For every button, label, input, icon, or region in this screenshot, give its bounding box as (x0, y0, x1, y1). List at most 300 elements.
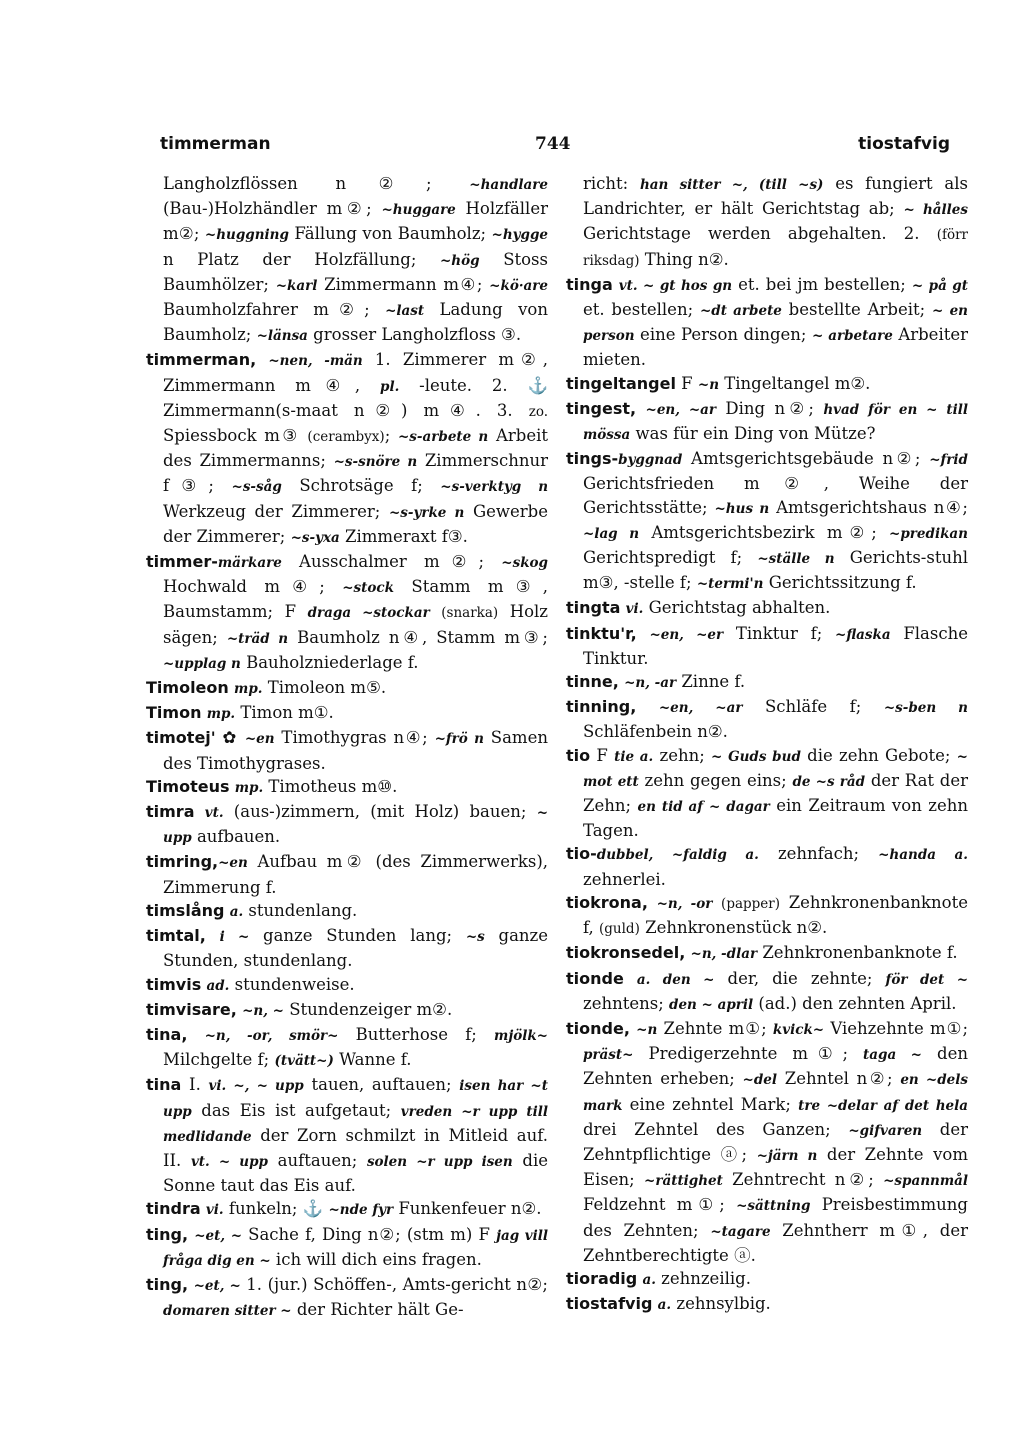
definition-text: Thing n②. (639, 249, 729, 269)
definition-text: tauen, auftauen; (303, 1075, 460, 1095)
dictionary-entry (566, 1292, 968, 1317)
definition-text: F (675, 373, 698, 393)
dictionary-entry (566, 273, 968, 372)
headword: tingest, (566, 398, 637, 418)
swedish-phrase: ~predikan (889, 525, 968, 542)
swedish-phrase: mp. (206, 706, 236, 723)
definition-text: zehn gegen eins; (638, 770, 793, 790)
headword: tingta (566, 598, 621, 618)
swedish-phrase: ~frö n (434, 731, 484, 748)
swedish-phrase: ~ mot ett (583, 748, 968, 790)
dictionary-entry (566, 695, 968, 743)
dictionary-entry (566, 1017, 968, 1267)
definition-text: ; (384, 426, 398, 446)
dictionary-entry (566, 941, 968, 966)
swedish-phrase: ~et, ~ (193, 1277, 241, 1294)
definition-text: richt: (583, 174, 640, 193)
swedish-phrase: draga ~stockar (307, 605, 430, 622)
definition-text: was für ein Ding von Mütze? (630, 424, 876, 444)
dictionary-entry (146, 550, 548, 676)
headword: ting, (146, 1224, 189, 1244)
definition-text: auftauen; (268, 1150, 367, 1170)
definition-text: Gerichtstag abhalten. (643, 598, 831, 618)
swedish-phrase: ~dt arbete (699, 303, 782, 320)
page-number: 744 (535, 134, 571, 154)
usage-note: (snarka) (441, 605, 499, 622)
definition-text: Gerichtspredigt f; (583, 548, 758, 568)
definition-text: F (590, 745, 615, 765)
definition-text: Holz sägen; (163, 602, 548, 647)
swedish-phrase: ~s-yxa (290, 529, 340, 546)
swedish-phrase: för det ~ (885, 971, 969, 988)
swedish-phrase: ~del (742, 1072, 777, 1089)
definition-text: Schläfe f; (742, 697, 884, 717)
swedish-phrase: ~ en person (583, 303, 968, 345)
swedish-phrase: den ~ april (669, 996, 754, 1013)
definition-text: Timothygras n④; (274, 728, 435, 748)
headword: tio- (566, 844, 597, 864)
definition-text: Funkenfeuer n②. (393, 1199, 542, 1219)
definition-text: der Zorn schmilzt in Mitleid auf. II. (163, 1125, 548, 1170)
headword: timmer- (146, 552, 218, 572)
swedish-phrase: a. (229, 903, 244, 920)
swedish-phrase: ~ arbetare (811, 328, 893, 345)
definition-text: zehnsylbig. (671, 1294, 771, 1314)
swedish-phrase: jag vill fråga dig en ~ (163, 1227, 548, 1269)
swedish-phrase: ~n, ~ (242, 1002, 284, 1019)
swedish-phrase: ~last (385, 303, 425, 320)
swedish-phrase: ~s-snöre n (333, 454, 418, 471)
swedish-phrase: ~ upp (163, 805, 549, 847)
headword: tionde, (566, 1018, 630, 1038)
headword: tinning, (566, 697, 637, 717)
swedish-phrase: tie a. (614, 748, 654, 765)
swedish-phrase: ~en, ~er (649, 626, 724, 643)
definition-text: Preisbestimmung des Zehnten; (583, 1195, 968, 1240)
dictionary-entry (566, 596, 968, 621)
swedish-phrase: ad. (206, 977, 230, 994)
definition-text (256, 350, 268, 369)
headword: timvisare, (146, 999, 237, 1019)
swedish-phrase: kvick~ (772, 1021, 825, 1038)
definition-text: Amtsgerichtsgebäude n②; (682, 449, 930, 469)
swedish-phrase: vt. ~ gt hos gn (618, 277, 733, 294)
swedish-phrase: ~hus n (714, 500, 770, 517)
definition-text: Langholzflössen n②; (163, 174, 470, 193)
definition-text (430, 602, 442, 621)
definition-text: Schrotsäge f; (281, 476, 441, 496)
definition-text: die zehn Gebote; (800, 745, 957, 765)
definition-text: Ding n②; (716, 398, 824, 418)
dictionary-entry (146, 1223, 548, 1273)
swedish-phrase: solen ~r upp isen (366, 1153, 513, 1170)
headword: tioradig (566, 1268, 638, 1288)
swedish-phrase: ~termi'n (696, 576, 764, 593)
swedish-phrase: ~n (697, 376, 720, 393)
definition-text: Tingeltangel m②. (719, 373, 871, 393)
definition-text: bestellte Arbeit; (781, 300, 933, 320)
definition-text: n Platz der Holzfällung; (163, 249, 440, 269)
definition-text: Zimmermann m④; (317, 274, 490, 294)
swedish-phrase: ~n, -ar (624, 675, 677, 692)
swedish-phrase: vreden ~r upp till medlidande (163, 1103, 548, 1145)
definition-text: Baumholz n④, Stamm m③; (288, 627, 548, 647)
swedish-phrase: ~karl (275, 277, 318, 294)
definition-text: Gerichtsfrieden m②, Weihe der Gerichtsstätte; (583, 474, 968, 517)
dictionary-entry (566, 967, 968, 1017)
swedish-phrase: a. (642, 1271, 656, 1288)
usage-note: (guld) (599, 921, 640, 938)
swedish-phrase: a. den ~ (636, 971, 715, 988)
headword: timslång (146, 900, 225, 920)
definition-text: Zimmeraxt f③. (339, 526, 468, 546)
definition-text: et. bei jm bestellen; (732, 274, 912, 294)
definition-text: Baumholzfahrer m②; (163, 300, 386, 320)
swedish-phrase: vt. ~ upp (190, 1153, 268, 1170)
definition-text: Zimmerschnur f③; (163, 451, 548, 496)
swedish-phrase: ~handlare (469, 177, 548, 193)
entry-continuation (566, 172, 968, 273)
dictionary-entry (566, 891, 968, 941)
swedish-phrase: ~lag n (583, 525, 640, 542)
swedish-phrase: ~gifvaren (848, 1122, 923, 1139)
definition-text: ganze Stunden lang; (249, 926, 466, 946)
dictionary-entry (566, 372, 968, 397)
headword: Timoteus (146, 776, 230, 796)
swedish-phrase: tre ~delar af det hela (798, 1097, 968, 1114)
definition-text: Tinktur f; (723, 623, 836, 643)
swedish-phrase: ~spannmål (883, 1173, 968, 1190)
usage-note: (förr riksdag) (583, 227, 968, 269)
definition-text (636, 697, 659, 716)
swedish-phrase: byggnad (618, 452, 683, 469)
definition-text: Milchgelte f; (163, 1050, 275, 1070)
right-column (566, 172, 968, 1317)
dictionary-entry (146, 850, 548, 898)
definition-text (648, 893, 657, 912)
definition-text: der, die zehnte; (714, 968, 886, 988)
usage-note: zo. (528, 403, 548, 420)
definition-text: Zehnkronenbanknote f, (583, 892, 969, 938)
definition-text: zehnzeilig. (655, 1268, 751, 1288)
definition-text: ein Zeitraum von zehn Tagen. (583, 796, 968, 841)
definition-text: zehn; (653, 745, 712, 765)
definition-text: Zehnte m①; (657, 1018, 773, 1038)
swedish-phrase: ~huggare (381, 202, 456, 219)
dictionary-entry (146, 1023, 548, 1073)
dictionary-entry (146, 924, 548, 972)
dictionary-entry (146, 973, 548, 998)
dictionary-entry (146, 701, 548, 726)
swedish-phrase: ~n (636, 1021, 658, 1038)
swedish-phrase: ~s (465, 929, 485, 946)
swedish-phrase: ~sättning (736, 1198, 811, 1215)
headword: timmerman, (146, 350, 257, 370)
definition-text (206, 926, 220, 945)
definition-text: drei Zehntel des Ganzen; (583, 1119, 849, 1139)
swedish-phrase: ~upplag n (163, 655, 241, 672)
definition-text: der Zehnte vom Eisen; (583, 1144, 969, 1190)
dictionary-entry (566, 744, 968, 843)
headword: tinktu'r, (566, 623, 637, 643)
swedish-phrase: i ~ (219, 929, 250, 946)
definition-text: Predigerzehnte m①; (633, 1044, 864, 1064)
definition-text: Samen des Timothygrases. (163, 728, 548, 773)
swedish-phrase: ~s-yrke n (388, 504, 465, 521)
swedish-phrase: en ~dels mark (583, 1072, 968, 1114)
definition-text (636, 399, 645, 418)
swedish-phrase: taga ~ (863, 1047, 922, 1064)
headword: tiokronsedel, (566, 943, 686, 963)
definition-text: stundenweise. (229, 974, 355, 994)
definition-text: Zehntrecht n②; (722, 1170, 884, 1190)
definition-text: es fungiert als Landrichter, er hält Gerichtstag ab; (583, 174, 969, 219)
swedish-phrase: mp. (234, 779, 264, 796)
definition-text: Timoleon m⑤. (262, 678, 387, 698)
definition-text: eine Person dingen; (634, 325, 812, 345)
definition-text: (aus-)zimmern, (mit Holz) bauen; (223, 802, 537, 822)
definition-text: Arbeiter mieten. (583, 325, 969, 370)
swedish-phrase: en tid af ~ dagar (637, 799, 770, 816)
definition-text: Zinne f. (676, 672, 746, 692)
swedish-phrase: ~en (244, 731, 275, 748)
definition-text: ✿ (215, 728, 245, 748)
definition-text: Gewerbe der Zimmerer; (163, 501, 549, 546)
definition-text: Gerichts-stuhl m③, -stelle f; (583, 548, 968, 593)
usage-note: (cerambyx) (307, 429, 385, 446)
headword: timring, (146, 852, 219, 872)
definition-text: Ladung von Baumholz; (163, 300, 548, 345)
header-guideword-right: tiostafvig (858, 134, 950, 154)
swedish-phrase: ~s-verktyg n (440, 479, 549, 496)
definition-text (712, 893, 721, 912)
definition-text: Ausschalmer m②; (281, 552, 502, 572)
swedish-phrase: (tvätt~) (274, 1053, 334, 1070)
dictionary-entry (146, 726, 548, 774)
swedish-phrase: ~s-arbete n (398, 429, 489, 446)
definition-text: Aufbau m② (des Zimmerwerks), Zimmerung f. (163, 852, 548, 897)
definition-text: zehntens; (583, 993, 670, 1013)
headword: Timoleon (146, 678, 229, 698)
dictionary-entry (566, 1267, 968, 1292)
headword: tingeltangel (566, 373, 676, 393)
swedish-phrase: de ~s råd (792, 773, 866, 790)
swedish-phrase: ~n, -or, smör~ (204, 1027, 339, 1044)
headword: timra (146, 802, 195, 822)
swedish-phrase: isen har ~t upp (163, 1078, 548, 1120)
headword: tinne, (566, 672, 619, 692)
swedish-phrase: vi. (625, 601, 644, 618)
definition-text: aufbauen. (191, 827, 281, 847)
definition-text: -leute. 2. ⚓ Zimmermann(s-maat n②) m④. 3. (163, 375, 548, 420)
swedish-phrase: ~s-ben n (883, 700, 968, 717)
page-header (160, 134, 950, 160)
definition-text: eine zehntel Mark; (622, 1094, 799, 1114)
swedish-phrase: ~skog (501, 555, 548, 572)
swedish-phrase: ~rättighet (644, 1173, 723, 1190)
definition-text: Stamm m③, Baumstamm; F (163, 577, 548, 622)
headword: tio (566, 745, 591, 765)
definition-text: Zehntherr m①, der Zehntberechtigte ⓐ. (583, 1220, 968, 1265)
swedish-phrase: märkare (217, 555, 282, 572)
dictionary-entry (146, 348, 548, 550)
swedish-phrase: mp. (234, 681, 263, 698)
definition-text: zehnfach; (758, 844, 879, 864)
definition-text: der Zehntpflichtige ⓐ; (583, 1119, 968, 1164)
headword: tina (146, 1075, 182, 1095)
definition-text: der Rat der Zehn; (583, 770, 968, 816)
headword: timotej' (146, 728, 216, 748)
dictionary-entry (146, 1197, 548, 1222)
swedish-phrase: han sitter ~, (till ~s) (639, 177, 824, 193)
headword: ting, (146, 1274, 189, 1294)
definition-text: Viehzehnte m①; (824, 1018, 968, 1038)
swedish-phrase: mjölk~ (494, 1027, 548, 1044)
definition-text: Timotheus m⑩. (263, 776, 398, 796)
dictionary-entry (566, 842, 968, 890)
dictionary-entry (146, 1073, 548, 1197)
definition-text (637, 624, 650, 643)
definition-text: (ad.) den zehnten April. (753, 993, 957, 1013)
swedish-phrase: ~kö·are (489, 277, 548, 294)
definition-text: Werkzeug der Zimmerer; (163, 501, 389, 521)
dictionary-entry (566, 670, 968, 695)
swedish-phrase: pl. (380, 378, 400, 395)
definition-text: der Richter hält Ge- (291, 1300, 464, 1320)
swedish-phrase: ~huggning (204, 227, 289, 244)
swedish-phrase: ~ hålles (903, 202, 968, 219)
left-column (146, 172, 548, 1323)
dictionary-entry (146, 800, 548, 850)
swedish-phrase: ~länsa (256, 328, 308, 345)
headword: tina, (146, 1024, 188, 1044)
dictionary-entry (146, 899, 548, 924)
swedish-phrase: ~ Guds bud (711, 748, 801, 765)
swedish-phrase: ~nen, -män (268, 353, 363, 370)
definition-text: Zehnkronenbanknote f. (757, 943, 958, 963)
definition-text: Flasche Tinktur. (583, 623, 968, 668)
swedish-phrase: ~nde fyr (328, 1202, 394, 1219)
swedish-phrase: ~handa a. (878, 847, 968, 864)
definition-text (187, 1025, 204, 1044)
headword: tinga (566, 274, 613, 294)
headword: tiostafvig (566, 1294, 653, 1314)
definition-text: (Bau-)Holzhändler m②; (163, 199, 382, 219)
definition-text: et. bestellen; (583, 300, 700, 320)
definition-text: Bauholzniederlage f. (240, 652, 419, 672)
definition-text: Holzfäller m②; (163, 199, 548, 244)
definition-text: den Zehnten erheben; (583, 1044, 968, 1089)
headword: tings- (566, 449, 619, 469)
definition-text: 1. Zimmerer m②, Zimmermann m④, (163, 350, 548, 395)
swedish-phrase: ~en, ~ar (645, 401, 716, 418)
swedish-phrase: ~en, ~ar (658, 700, 743, 717)
definition-text: Wanne f. (333, 1050, 412, 1070)
headword: Timon (146, 703, 202, 723)
headword: tindra (146, 1199, 201, 1219)
swedish-phrase: hvad för en ~ till mössa (583, 401, 968, 444)
dictionary-entry (146, 1273, 548, 1323)
definition-text: Schläfenbein n②. (583, 722, 728, 742)
definition-text (624, 969, 637, 988)
definition-text (195, 802, 205, 821)
definition-text: Spiessbock m③ (163, 426, 308, 446)
dictionary-entry (566, 397, 968, 447)
definition-text: Amtsgerichtshaus n④; (769, 497, 968, 517)
dictionary-entry (146, 998, 548, 1023)
swedish-phrase: ~s-såg (231, 479, 282, 496)
definition-text: Amtsgerichtsbezirk m②; (639, 522, 890, 542)
headword: timtal, (146, 926, 206, 946)
dictionary-entry (146, 775, 548, 800)
dictionary-entry (566, 622, 968, 670)
swedish-phrase: vi. ~, ~ upp (208, 1078, 304, 1095)
definition-text: Gerichtstage werden abgehalten. 2. (583, 224, 937, 244)
definition-text: ich will dich eins fragen. (270, 1249, 482, 1269)
swedish-phrase: ~n, -or (656, 895, 713, 912)
definition-text: 1. (jur.) Schöffen-, Amts-gericht n②; (240, 1274, 548, 1294)
dictionary-entry (566, 447, 968, 596)
swedish-phrase: ~ på gt (911, 277, 968, 294)
definition-text: Stoss Baumhölzer; (163, 249, 548, 294)
definition-text: ganze Stunden, stundenlang. (163, 926, 549, 971)
headword: tiokrona, (566, 892, 648, 912)
definition-text: Sache f, Ding n②; (stm m) F (242, 1224, 497, 1244)
swedish-phrase: präst~ (583, 1047, 634, 1064)
definition-text: zehnerlei. (583, 869, 666, 889)
swedish-phrase: ~hygge (491, 227, 548, 244)
header-guideword-left: timmerman (160, 134, 271, 154)
dictionary-entry (146, 676, 548, 701)
swedish-phrase: ~järn n (756, 1147, 818, 1164)
swedish-phrase: vi. (205, 1202, 224, 1219)
swedish-phrase: ~hög (440, 252, 480, 269)
definition-text: die Sonne taut das Eis auf. (163, 1150, 548, 1196)
swedish-phrase: vt. (204, 805, 224, 822)
swedish-phrase: ~n, -dlar (690, 946, 758, 963)
swedish-phrase: ~frid (929, 452, 968, 469)
definition-text: Fällung von Baumholz; (288, 224, 492, 244)
swedish-phrase: ~et, ~ (194, 1227, 242, 1244)
definition-text: Gerichtssitzung f. (763, 573, 917, 593)
swedish-phrase: ~träd n (226, 630, 289, 647)
swedish-phrase: a. (657, 1297, 672, 1314)
entry-continuation (146, 172, 548, 348)
usage-note: (papper) (721, 895, 780, 912)
swedish-phrase: ~en (218, 855, 248, 872)
definition-text: Butterhose f; (338, 1024, 495, 1044)
definition-text: Hochwald m④; (163, 577, 343, 597)
headword: tionde (566, 968, 624, 988)
swedish-phrase: dubbel, ~faldig a. (596, 847, 759, 864)
definition-text: Arbeit des Zimmermanns; (163, 426, 548, 471)
definition-text: Zehntel n②; (777, 1069, 901, 1089)
definition-text: I. (181, 1075, 209, 1095)
definition-text: Timon m①. (235, 703, 334, 723)
definition-text: stundenlang. (243, 900, 358, 920)
headword: timvis (146, 974, 202, 994)
definition-text: grosser Langholzfloss ③. (307, 325, 522, 345)
swedish-phrase: domaren sitter ~ (163, 1303, 292, 1320)
swedish-phrase: ~stock (342, 580, 394, 597)
definition-text: Feldzehnt m①; (583, 1195, 737, 1215)
swedish-phrase: ~flaska (835, 626, 891, 643)
swedish-phrase: ~tagare (710, 1223, 771, 1240)
definition-text: Stundenzeiger m②. (283, 999, 453, 1019)
definition-text: das Eis ist aufgetaut; (191, 1100, 401, 1120)
swedish-phrase: ~ställe n (757, 551, 835, 568)
definition-text: Zehnkronenstück n②. (639, 918, 828, 938)
